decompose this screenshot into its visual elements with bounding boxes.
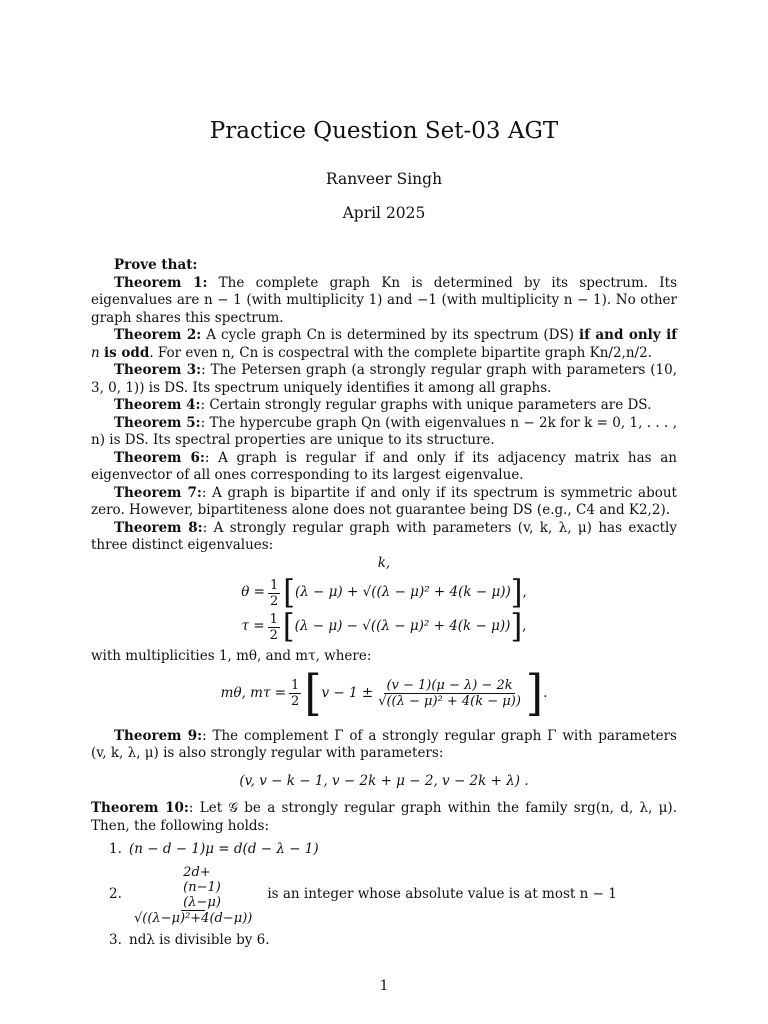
date: April 2025 xyxy=(342,204,426,222)
eq-complement-params: (v, v − k − 1, v − 2k + μ − 2, v − 2k + λ) . xyxy=(239,772,529,789)
list-item: 3. ndλ is divisible by 6. xyxy=(109,931,270,948)
theorem-2: Theorem 2: A cycle graph Cn is determined by its spectrum (DS) if and only if n is odd. For even n, Cn is cospectral with the complete bipartite graph Kn/2,n/2. xyxy=(91,327,678,361)
list-item: 2. $\frac{2d+(n-1)(\lambda-\mu)}{\text{√((λ−μ)²+4(d−μ))}}$ is an integer whose absolute value is at most n − 1 xyxy=(109,864,617,926)
multiplicities-text: with multiplicities 1, mθ, and mτ, where: xyxy=(91,648,372,664)
author: Ranveer Singh xyxy=(325,170,443,188)
theorem-10: Theorem 10:: Let 𝒢 be a strongly regular graph within the family srg(n, d, λ, μ). Then, the following holds: xyxy=(91,800,677,834)
prove-heading: Prove that: xyxy=(114,257,198,273)
conditions-list xyxy=(91,841,677,949)
eq-k: k, xyxy=(377,554,391,571)
theorem-7: Theorem 7:: A graph is bipartite if and only if its spectrum is symmetric about zero. However, bipartiteness alone does not guarantee being DS (e.g., C4 and K2,2). xyxy=(91,484,677,518)
theorem-9: Theorem 9:: The complement Γ̄ of a strongly regular graph Γ with parameters (v, k, λ, μ) is also strongly regular with parameters: xyxy=(91,727,677,761)
page-title: Practice Question Set-03 AGT xyxy=(209,118,559,144)
page-number: 1 xyxy=(379,978,389,994)
theorem-8: Theorem 8:: A strongly regular graph with parameters (v, k, λ, μ) has exactly three distinct eigenvalues: xyxy=(91,519,677,553)
list-item: 1. (n − d − 1)μ = d(d − λ − 1) xyxy=(109,841,319,857)
document-body xyxy=(91,257,677,949)
eq-tau: τ = $\frac{1}{2}$ [ (λ − μ) − √((λ − μ)² + 4(k − μ)) ] , xyxy=(241,607,527,646)
eigenvalue-equations xyxy=(91,573,677,646)
theorem-6: Theorem 6:: A graph is regular if and only if its adjacency matrix has an eigenvector of all ones corresponding to its largest eigenvalue. xyxy=(91,449,677,483)
theorem-5: Theorem 5:: The hypercube graph Qn (with eigenvalues n − 2k for k = 0, 1, . . . , n) is DS. Its spectral properties are unique to its structure. xyxy=(91,414,677,448)
eq-theta: θ = $\frac{1}{2}$ [ (λ − μ) + √((λ − μ)² + 4(k − μ)) ] , xyxy=(241,573,527,612)
theorem-4: Theorem 4:: Certain strongly regular graphs with unique parameters are DS. xyxy=(114,397,652,413)
theorem-1: Theorem 1: The complete graph Kn is determined by its spectrum. Its eigenvalues are n − 1 (with multiplicity 1) and −1 (with multiplicity n − 1). No other graph shares this spectrum. xyxy=(91,274,677,326)
eq-multiplicities: mθ, mτ = $\frac{1}{2}$ [ v − 1 ± $\frac{(v - 1)(\mu - \lambda) - 2k}{\text{√((λ − μ)² + 4(k − μ))}}$ ] . xyxy=(220,664,548,721)
theorem-3: Theorem 3:: The Petersen graph (a strongly regular graph with parameters (10, 3, 0, 1)) is DS. Its spectrum uniquely identifies it among all graphs. xyxy=(91,362,677,396)
